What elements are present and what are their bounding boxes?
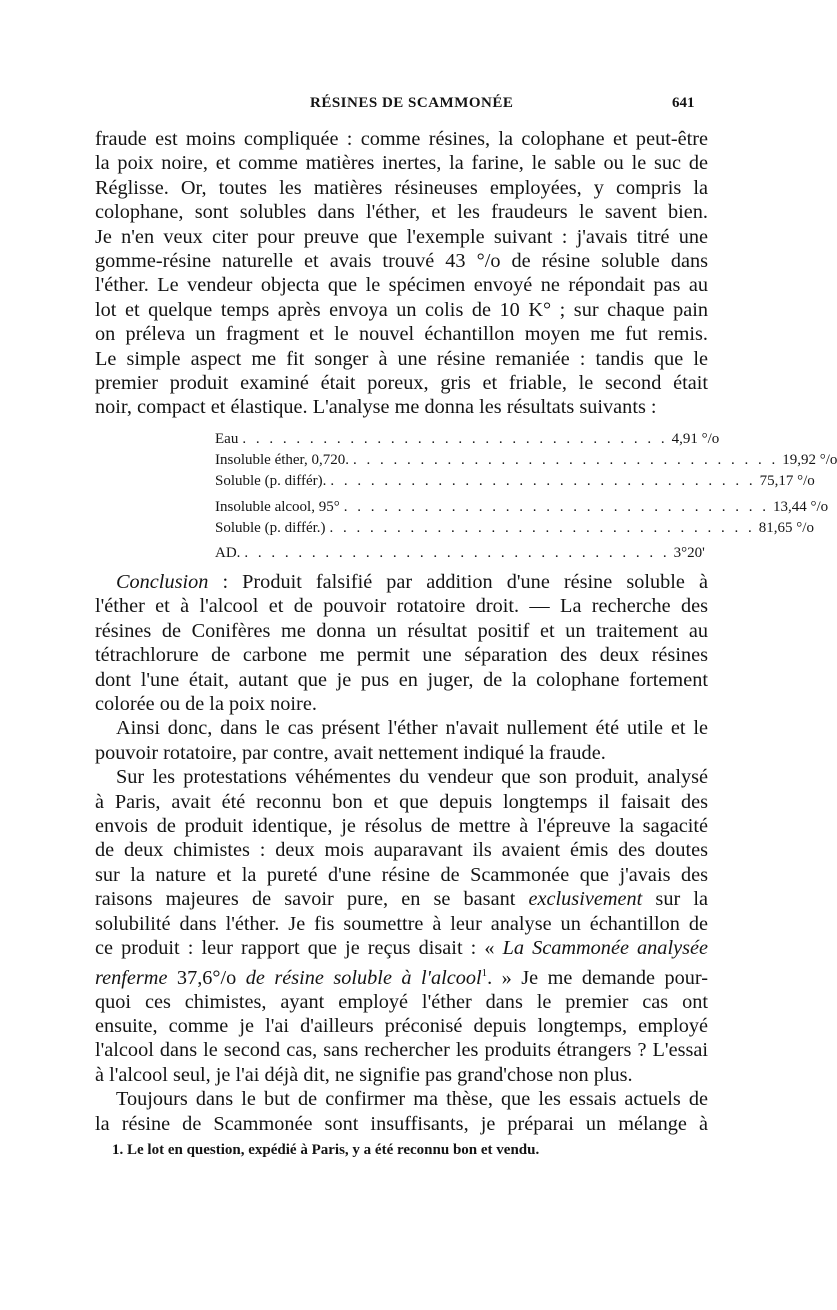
text-line: colophane, sont solubles dans l'éther, et les fraudeurs le savent bien. (95, 201, 708, 224)
text-run: ce produit : leur rapport que je reçus disait : « (95, 937, 495, 960)
row-value: 3°20' (673, 545, 705, 561)
dot-leader: . . . . . . . . . . . . . . . . . . . . . . . . . . . . . . . . (330, 473, 756, 489)
row-label: Soluble (p. différ.) (215, 520, 326, 536)
table-row (215, 545, 705, 565)
text-line: solubilité dans l'éther. Je fis soumettre à leur analyse un échantillon de (95, 912, 708, 935)
dot-leader: . . . . . . . . . . . . . . . . . . . . . . . . . . . . . . . . (244, 545, 670, 561)
text-line: colorée ou de la poix noire. (95, 693, 317, 716)
text-line: à l'alcool seul, je l'ai déjà dit, ne signifie pas grand'chose non plus. (95, 1063, 633, 1086)
table-row (215, 520, 814, 540)
text-line: l'alcool dans le second cas, sans rechercher les produits étrangers ? L'essai (95, 1039, 708, 1062)
text-line: l'éther et à l'alcool et de pouvoir rotatoire droit. — La recherche des (95, 595, 708, 618)
footnote-number: 1. (112, 1142, 124, 1158)
paragraph-1 (95, 127, 708, 420)
text-run: . » Je me demande pour- (487, 966, 708, 989)
text-line: l'éther. Le vendeur objecta que le spécimen envoyé ne répondait pas au (95, 274, 708, 297)
text-run: : Produit falsifié par addition d'une résine soluble à (208, 571, 708, 593)
text-line: Sur les protestations véhémentes du vendeur que son produit, analysé (116, 766, 708, 789)
row-label: Insoluble éther, 0,720. (215, 452, 349, 468)
table-row (215, 431, 720, 451)
running-title: RÉSINES DE SCAMMONÉE (310, 95, 514, 111)
conclusion-label: Conclusion (116, 571, 209, 593)
text-line: Je n'en veux citer pour preuve que l'exemple suivant : j'avais titré une (95, 225, 708, 248)
text-line (95, 936, 708, 960)
footnote (112, 1142, 539, 1159)
table-row (215, 452, 837, 472)
paragraph-conclusion (95, 570, 708, 716)
table-row (215, 473, 815, 493)
text-line: à Paris, avait été reconnu bon et que depuis longtemps il faisait des (95, 790, 708, 813)
row-value: 13,44 °/o (772, 499, 829, 515)
row-label: Insoluble alcool, 95° (215, 499, 340, 515)
text-block-top (95, 127, 708, 420)
text-line: ensuite, comme je l'ai d'ailleurs préconisé depuis longtemps, employé (95, 1015, 708, 1038)
row-value: 4,91 °/o (671, 431, 720, 447)
table-row (215, 499, 829, 519)
text-line: tétrachlorure de carbone me permit une séparation des deux résines (95, 644, 708, 667)
text-line: sur la nature et la pureté d'une résine de Scammonée que j'avais des (95, 863, 708, 886)
row-value: 19,92 °/o (782, 452, 837, 468)
text-line: premier produit examiné était poreux, gris et friable, le second était (95, 372, 708, 395)
paragraph-5 (95, 1087, 708, 1136)
text-line: Réglisse. Or, toutes les matières résineuses employées, y compris la (95, 176, 708, 199)
text-block-bottom (95, 570, 708, 1136)
row-label: Soluble (p. différ). (215, 473, 327, 489)
text-line: gomme-résine naturelle et avais trouvé 43 °/o de résine soluble dans (95, 250, 708, 273)
dot-leader: . . . . . . . . . . . . . . . . . . . . . . . . . . . . . . . . (343, 499, 769, 515)
row-label: Eau (215, 431, 239, 447)
paragraph-3 (95, 716, 708, 765)
text-line: on préleva un fragment et le nouvel échantillon moyen me fut remis. (95, 323, 708, 346)
text-line: lot et quelque temps après envoya un colis de 10 K° ; sur chaque pain (95, 298, 708, 321)
text-run: raisons majeures de savoir pure, en se basant (95, 888, 516, 911)
text-line: Le simple aspect me fit songer à une résine remaniée : tandis que le (95, 347, 708, 370)
percentage-value: 37,6°/o (176, 966, 237, 989)
text-line (95, 961, 708, 990)
row-label: AD. (215, 545, 241, 561)
paragraph-4 (95, 765, 708, 1087)
text-line: Toujours dans le but de confirmer ma thèse, que les essais actuels de (116, 1088, 708, 1111)
text-line: envois de produit identique, je résolus de mettre à l'épreuve la sagacité (95, 815, 708, 838)
italic-run: renferme (95, 966, 168, 989)
text-line (95, 887, 708, 911)
text-line: la résine de Scammonée sont insuffisants, je préparai un mélange à (95, 1112, 708, 1135)
row-value: 81,65 °/o (758, 520, 814, 536)
italic-run: exclusivement (528, 888, 643, 911)
text-line: de deux chimistes : deux mois auparavant ils avaient émis des doutes (95, 839, 708, 862)
page-number: 641 (672, 95, 695, 111)
text-line: quoi ces chimistes, ayant employé l'éther dans le premier cas ont (95, 990, 708, 1013)
dot-leader: . . . . . . . . . . . . . . . . . . . . . . . . . . . . . . . . (242, 431, 668, 447)
text-line: Ainsi donc, dans le cas présent l'éther n'avait nullement été utile et le (116, 717, 708, 740)
text-run: sur la (655, 888, 708, 911)
text-line: la poix noire, et comme matières inertes, la farine, le sable ou le suc de (95, 152, 708, 175)
text-line: fraude est moins compliquée : comme résines, la colophane et peut-être (95, 128, 708, 150)
italic-run: La Scammonée analysée (502, 937, 708, 960)
footnote-text: Le lot en question, expédié à Paris, y a été reconnu bon et vendu. (127, 1142, 540, 1158)
text-line (95, 570, 708, 594)
text-line: dont l'une était, autant que je pus en juger, de la colophane fortement (95, 668, 708, 691)
footnote-marker: 1 (481, 966, 488, 979)
row-value: 75,17 °/o (759, 473, 815, 489)
italic-run: de résine soluble à l'alcool (245, 966, 482, 989)
text-line: pouvoir rotatoire, par contre, avait nettement indiqué la fraude. (95, 741, 606, 764)
text-line: résines de Conifères me donna un résultat positif et un traitement au (95, 619, 708, 642)
text-line: noir, compact et élastique. L'analyse me donna les résultats suivants : (95, 396, 657, 419)
dot-leader: . . . . . . . . . . . . . . . . . . . . . . . . . . . . . . . . (352, 452, 779, 468)
dot-leader: . . . . . . . . . . . . . . . . . . . . . . . . . . . . . . . . (329, 520, 755, 536)
